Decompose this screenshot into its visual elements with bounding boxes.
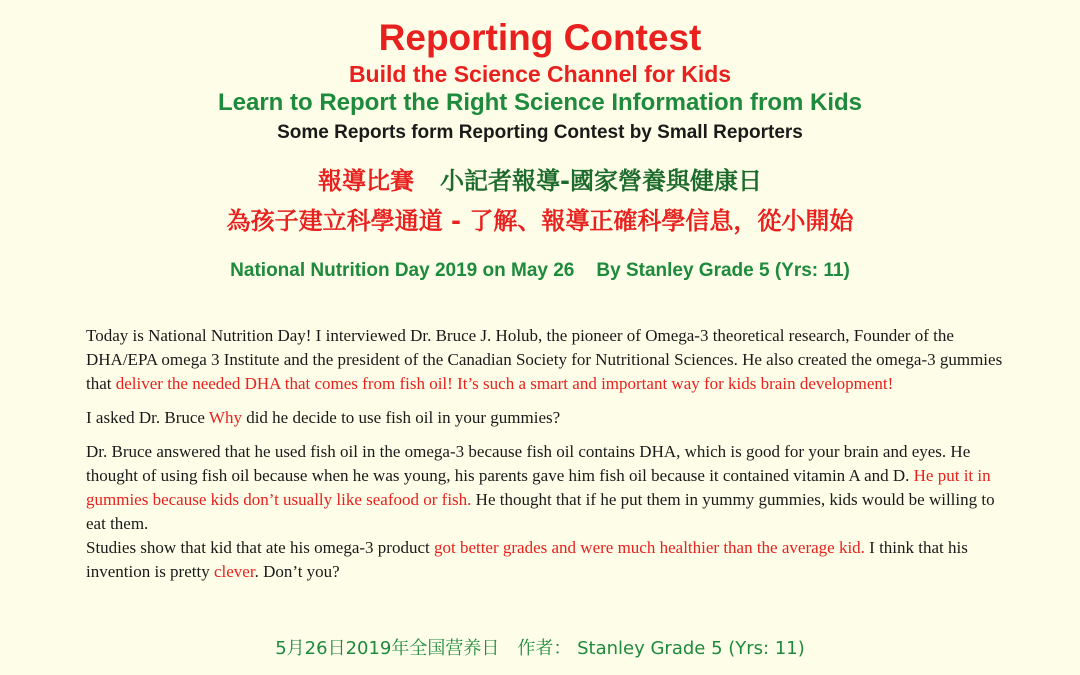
footer-byline [0,636,1080,662]
paragraph-text: did he decide to use fish oil in your gummies? [241,408,561,427]
highlight-text: Why [208,408,242,427]
chinese-reporter-label: 小記者報導-國家營養與健康日 [440,167,762,195]
paragraph-conclusion [86,536,1006,584]
paragraph-text: Studies show that kid that ate his omega-3 product [86,538,434,557]
highlight-text: He put it in gummies because kids don’t usually like seafood or fish. [86,466,991,509]
chinese-contest-label: 報導比賽 [318,167,415,195]
paragraph-answer [86,440,1006,536]
highlight-text: clever [213,562,255,581]
paragraph-text: He thought that if he put them in yummy gummies, kids would be willing to eat them. [86,490,995,533]
page-title: Reporting Contest [378,17,702,58]
dateline [0,258,1080,284]
event-date: National Nutrition Day 2019 on May 26 [230,260,575,281]
highlight-text: deliver the needed DHA that comes from fish oil! It’s such a smart and important way for kids brain development! [115,374,894,393]
paragraph-text: Dr. Bruce answered that he used fish oil in the omega-3 because fish oil contains DHA, which is good for your brain and eyes. He thought of using fish oil because when he was young, his parents gave him fish oil because it contained vitamin A and D. [86,442,971,485]
chinese-heading [0,164,1080,198]
highlight-text: got better grades and were much healthier than the average kid. [433,538,865,557]
paragraph-question [86,406,1006,430]
author-byline: By Stanley Grade 5 (Yrs: 11) [596,260,850,281]
subtitle-science-channel: Build the Science Channel for Kids [348,61,732,87]
paragraph-text: Today is National Nutrition Day! I interviewed Dr. Bruce J. Holub, the pioneer of Omega-3 theoretical research, Founder of the DHA/EPA omega 3 Institute and the president of the Canadian Society for Nutritional Sciences. He also created the omega-3 gummies that [86,326,1003,393]
footer-date: 5月26日2019年全国营养日 [275,638,500,659]
header [0,18,1080,284]
paragraph-text: I think that his invention is pretty [86,538,968,581]
paragraph-text: I asked Dr. Bruce [86,408,209,427]
article-body [86,324,1006,584]
paragraph-text: . Don’t you? [254,562,340,581]
footer-author: 作者： Stanley Grade 5 (Yrs: 11) [517,638,805,659]
paragraph-intro [86,324,1006,396]
subtitle-reports: Some Reports form Reporting Contest by Small Reporters [277,122,803,143]
subtitle-learn-to-report: Learn to Report the Right Science Information from Kids [217,89,863,116]
chinese-subheading: 為孩子建立科學通道 - 了解、報導正確科學信息，從小開始 [226,207,854,235]
